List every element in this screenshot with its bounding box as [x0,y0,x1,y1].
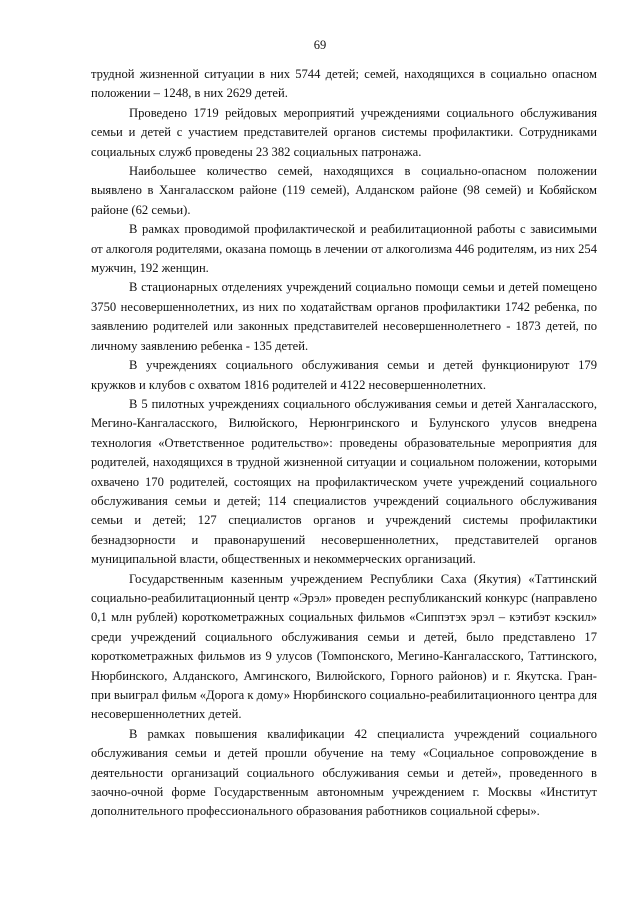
paragraph-6: В учреждениях социального обслуживания семьи и детей функционируют 179 кружков и клубов с охватом 1816 родителей и 4122 несовершеннолетних. [91,358,597,392]
paragraph-5: В стационарных отделениях учреждений социально помощи семьи и детей помещено 3750 несовершеннолетних, из них по ходатайствам органов профилактики 1742 ребенка, по заявлению родителей или законных представителей несовершеннолетнего - 1873 детей, по личному заявлению ребенка - 135 детей. [91,280,597,353]
paragraph-2: Проведено 1719 рейдовых мероприятий учреждениями социального обслуживания семьи и детей с участием представителей органов системы профилактики. Сотрудниками социальных служб проведены 23 382 социальных патронажа. [91,105,597,159]
page-body [91,65,597,822]
paragraph-1: трудной жизненной ситуации в них 5744 детей; семей, находящихся в социально опасном положении – 1248, в них 2629 детей. [91,67,597,101]
page-number: 69 [313,38,327,52]
paragraph-7: В 5 пилотных учреждениях социального обслуживания семьи и детей Хангаласского, Мегино-Кангаласского, Вилюйского, Нерюнгринского и Булунского улусов внедрена технология «Ответственное родительство»: проведены образовательные мероприятия для родителей, находящихся в трудной жизненной ситуации и социальном положении, которыми охвачено 170 родителей, состоящих на профилактическом учете учреждений социального обслуживания семьи и детей; 114 специалистов учреждений социального обслуживания семьи и детей; 127 специалистов органов и учреждений системы профилактики безнадзорности и правонарушений несовершеннолетних, представителей органов муниципальной власти, общественных и некоммерческих организаций. [91,396,597,567]
paragraph-3: Наибольшее количество семей, находящихся в социально-опасном положении выявлено в Хангаласском районе (119 семей), Алданском районе (98 семей) и Кобяйском районе (62 семьи). [91,164,597,217]
paragraph-4: В рамках проводимой профилактической и реабилитационной работы с зависимыми от алкоголя родителями, оказана помощь в лечении от алкоголизма 446 родителям, из них 254 мужчин, 192 женщин. [91,222,597,276]
paragraph-8: Государственным казенным учреждением Республики Саха (Якутия) «Таттинский социально-реабилитационный центр «Эрэл» проведен республиканский конкурс (направлено 0,1 млн рублей) короткометражных социальных фильмов «Сиппэтэх эрэл – кэтибэт кэскил» среди учреждений социального обслуживания семьи и детей, было представлено 17 короткометражных фильмов из 9 улусов (Томпонского, Мегино-Кангаласского, Таттинского, Нюрбинского, Алданского, Амгинского, Вилюйского, Горного районов) и г. Якутска. Гран-при выиграл фильм «Дорога к дому» Нюрбинского социально-реабилитационного центра для несовершеннолетних детей. [91,571,597,722]
paragraph-9: В рамках повышения квалификации 42 специалиста учреждений социального обслуживания семьи и детей прошли обучение на тему «Социальное сопровождение в деятельности организаций социального обслуживания семьи и детей», проведенного в заочно-очной форме Государственным автономным учреждением г. Москвы «Институт дополнительного профессионального образования работников социальной сферы». [91,726,597,819]
